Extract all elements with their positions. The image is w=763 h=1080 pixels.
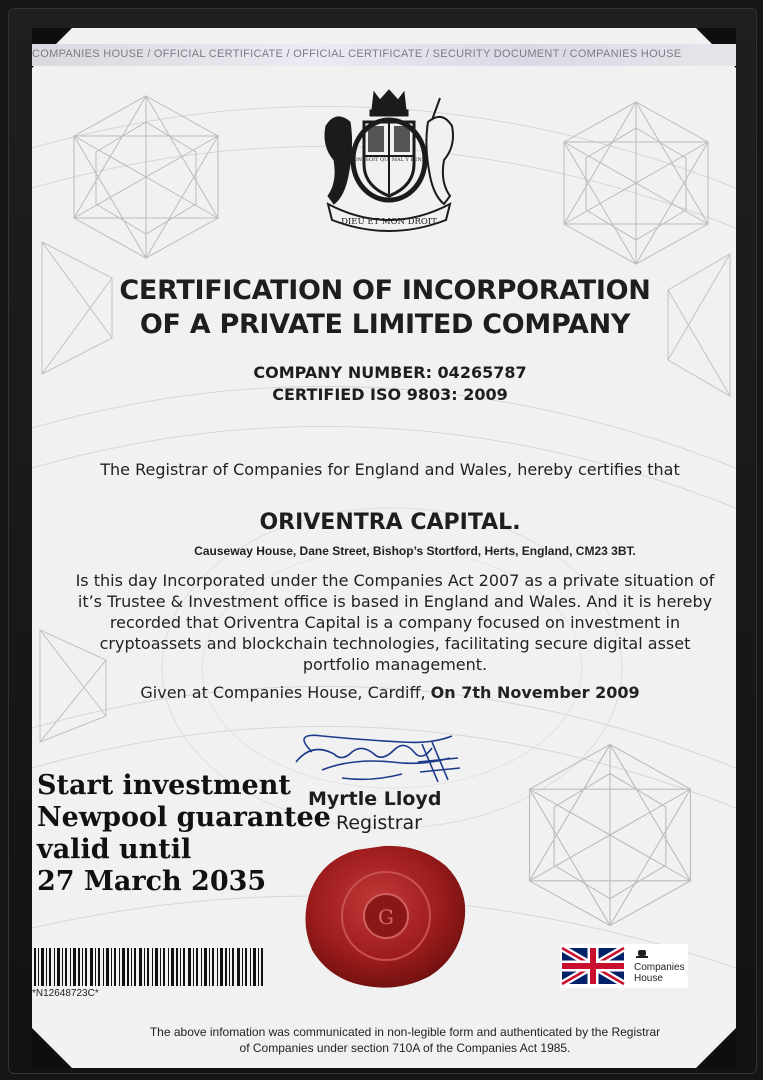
footer-line-1: The above infomation was communicated in non-legible form and authenticated by the Registrar [149, 1025, 661, 1039]
geometric-ornament-right-top [556, 98, 716, 268]
security-banner [32, 44, 736, 66]
barcode-number: *N12648723C* [32, 988, 99, 999]
company-number-block [140, 362, 640, 406]
company-name: ORIVENTRA CAPITAL. [259, 510, 521, 535]
logo-line-2: House [634, 973, 663, 984]
banner-text: COMPANIES HOUSE / OFFICIAL CERTIFICATE / OFFICIAL CERTIFICATE / SECURITY DOCUMENT / COMPANIES HOUSE [32, 48, 682, 60]
registrar-statement: The Registrar of Companies for England and Wales, hereby certifies that [100, 460, 680, 479]
svg-text:G: G [378, 905, 394, 929]
given-date: On 7th November 2009 [430, 683, 640, 702]
footer-line-2: of Companies under section 710A of the Companies Act 1985. [239, 1041, 571, 1055]
logo-line-1: Companies [634, 962, 685, 973]
royal-coat-of-arms-icon [314, 86, 464, 236]
title-line-2: OF A PRIVATE LIMITED COMPANY [139, 309, 631, 340]
guarantee-line-3: valid until [37, 834, 192, 865]
companies-house-wordmark [634, 962, 685, 984]
iso-certification: CERTIFIED ISO 9803: 2009 [272, 385, 508, 404]
company-address: Causeway House, Dane Street, Bishop’s Stortford, Herts, England, CM23 3BT. [194, 544, 636, 558]
given-prefix: Given at Companies House, Cardiff, [140, 683, 431, 702]
registrar-name: Myrtle Lloyd [308, 788, 442, 810]
guarantee-line-2: Newpool guarantee [37, 802, 331, 833]
certificate-title [60, 274, 710, 342]
registrar-role: Registrar [336, 812, 422, 834]
title-line-1: CERTIFICATION OF INCORPORATION [119, 275, 651, 306]
crest-motto: DIEU ET MON DROIT [341, 217, 437, 227]
given-at-line [60, 683, 720, 702]
guarantee-line-1: Start investment [37, 770, 291, 801]
investment-guarantee-text [37, 770, 331, 898]
wax-seal-icon [300, 842, 470, 992]
crest-garter-motto: HONI SOIT QUI MAL Y PENSE [349, 157, 429, 163]
incorporation-text: Is this day Incorporated under the Companies Act 2007 as a private situation of it’s Trustee & Investment office is based in England and Wales. And it is hereby recorded that Oriventra Capital is a company focused on investment in cryptoassets and blockchain technologies, facilitating secure digital asset portfolio management. [75, 571, 715, 674]
barcode [32, 948, 268, 986]
geometric-ornament-right-low [520, 740, 700, 930]
geometric-ornament-left-top [66, 92, 226, 262]
company-number: COMPANY NUMBER: 04265787 [253, 363, 527, 382]
footer-note [80, 1024, 730, 1056]
guarantee-line-4: 27 March 2035 [37, 866, 267, 897]
